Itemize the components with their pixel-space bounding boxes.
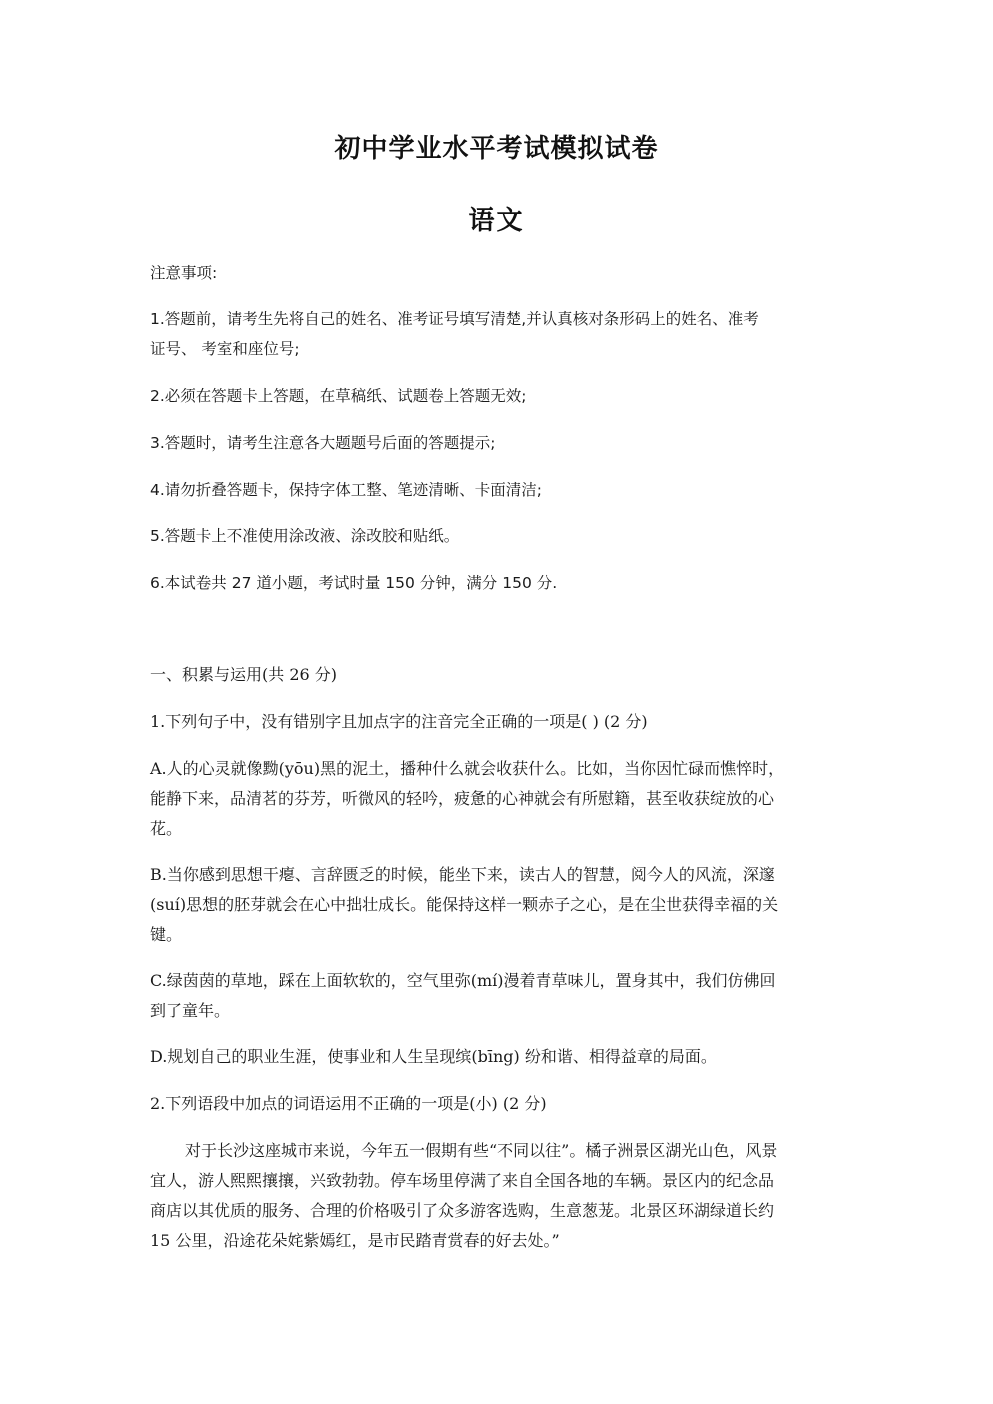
- q1-option-a-line-1: A.人的心灵就像黝(yōu)黑的泥土，播种什么就会收获什么。比如，当你因忙碌而憔悴时，: [150, 759, 785, 778]
- notice-item-1-line-1: 1.答题前，请考生先将自己的姓名、准考证号填写清楚,并认真核对条形码上的姓名、准考: [150, 310, 759, 328]
- q2-passage-line-3: 商店以其优质的服务、合理的价格吸引了众多游客选购，生意葱茏。北景区环湖绿道长约: [150, 1201, 775, 1220]
- q2-passage-line-1: 对于长沙这座城市来说，今年五一假期有些“不同以往”。橘子洲景区湖光山色，风景: [185, 1141, 778, 1160]
- q1-option-c-line-1: C.绿茵茵的草地，踩在上面软软的，空气里弥(mí)漫着青草味儿，置身其中，我们仿佛回: [150, 971, 776, 990]
- subject-title: 语文: [468, 206, 525, 236]
- exam-title: 初中学业水平考试模拟试卷: [334, 134, 659, 164]
- question-2-stem: 2.下列语段中加点的词语运用不正确的一项是(小) (2 分): [150, 1094, 547, 1113]
- notice-item-2: 2.必须在答题卡上答题，在草稿纸、试题卷上答题无效;: [150, 387, 527, 405]
- q2-passage-line-4: 15 公里，沿途花朵姹紫嫣红，是市民踏青赏春的好去处。”: [150, 1231, 560, 1250]
- section-1-heading: 一、积累与运用(共 26 分): [150, 665, 338, 684]
- q1-option-c-line-2: 到了童年。: [150, 1001, 231, 1020]
- notice-item-4: 4.请勿折叠答题卡，保持字体工整、笔迹清晰、卡面清洁;: [150, 481, 543, 499]
- q1-option-d-line-1: D.规划自己的职业生涯，使事业和人生呈现缤(bīng) 纷和谐、相得益章的局面。: [150, 1047, 717, 1066]
- q1-option-a-line-3: 花。: [150, 819, 183, 838]
- question-1-stem: 1.下列句子中，没有错别字且加点字的注音完全正确的一项是( ) (2 分): [150, 712, 648, 731]
- notice-item-6: 6.本试卷共 27 道小题，考试时量 150 分钟，满分 150 分.: [150, 574, 558, 592]
- notice-item-5: 5.答题卡上不准使用涂改液、涂改胶和贴纸。: [150, 527, 460, 545]
- q1-option-b-line-3: 键。: [150, 925, 183, 944]
- notice-item-1-line-2: 证号、 考室和座位号;: [150, 340, 300, 358]
- q1-option-b-line-1: B.当你感到思想干瘪、言辞匮乏的时候，能坐下来，读古人的智慧，阅今人的风流，深邃: [150, 865, 775, 884]
- q2-passage-line-2: 宜人，游人熙熙攘攘，兴致勃勃。停车场里停满了来自全国各地的车辆。景区内的纪念品: [150, 1171, 775, 1190]
- q1-option-b-line-2: (suí)思想的胚芽就会在心中拙壮成长。能保持这样一颗赤子之心，是在尘世获得幸福的关: [150, 895, 779, 914]
- q1-option-a-line-2: 能静下来，品清茗的芬芳，听微风的轻吟，疲惫的心神就会有所慰籍，甚至收获绽放的心: [150, 789, 775, 808]
- notice-item-3: 3.答题时，请考生注意各大题题号后面的答题提示;: [150, 434, 496, 452]
- notice-heading: 注意事项:: [150, 264, 218, 282]
